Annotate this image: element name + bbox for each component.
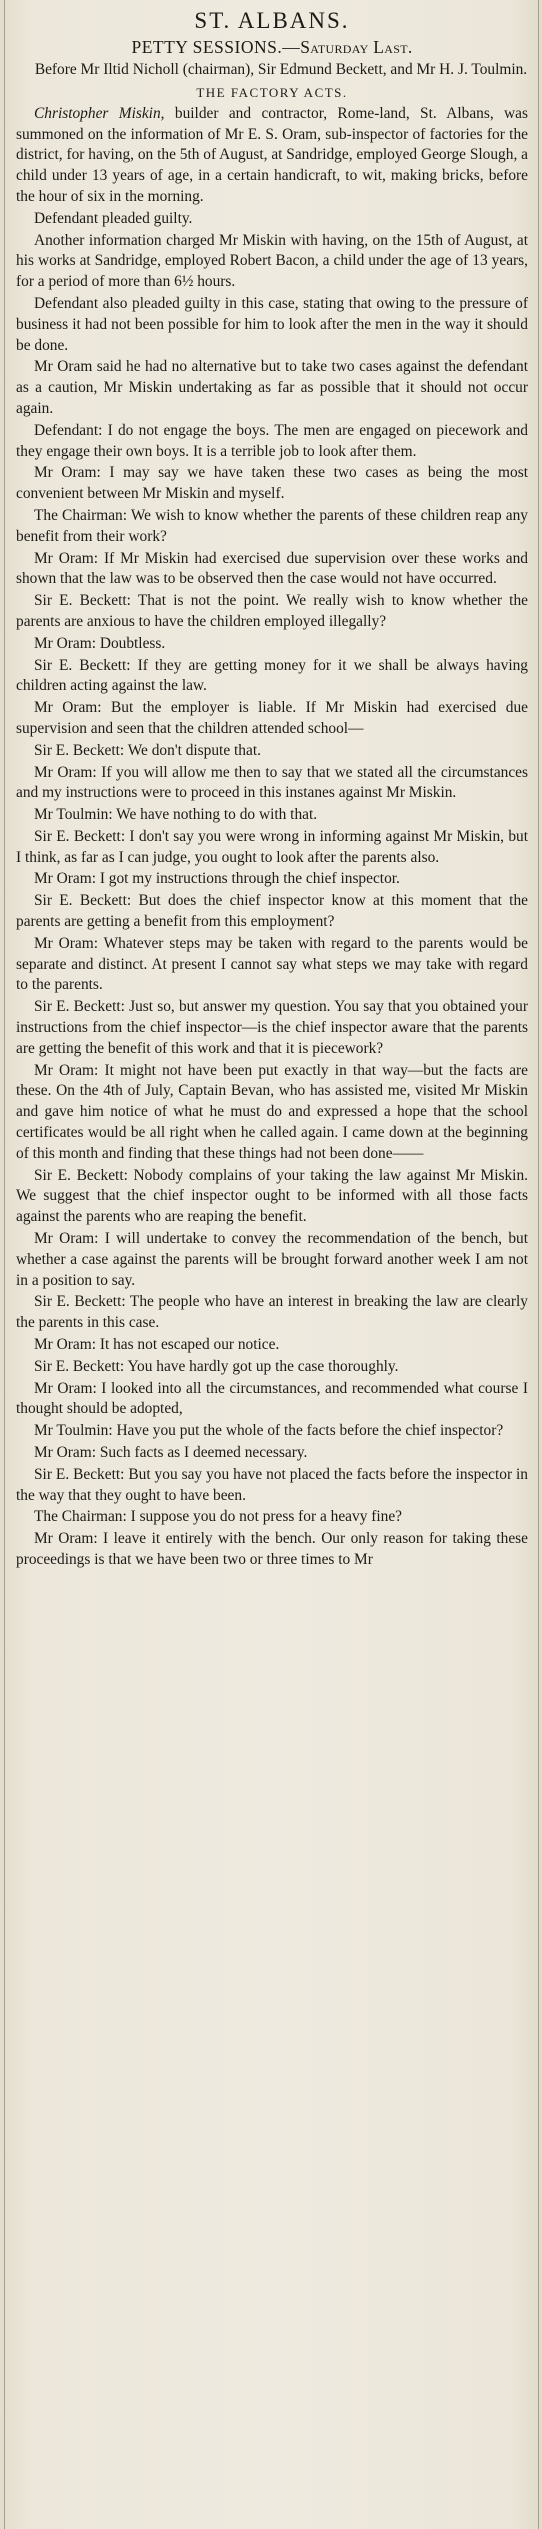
bench-byline: Before Mr Iltid Nicholl (chairman), Sir Edmund Beckett, and Mr H. J. Toulmin. (34, 61, 528, 78)
article-subtitle (16, 37, 528, 58)
section-heading: THE FACTORY ACTS. (196, 84, 348, 100)
article-paragraph (16, 463, 528, 505)
paragraph-text: Mr Oram: I got my instructions through the chief inspector. (34, 870, 400, 888)
article-title: ST. ALBANS. (194, 8, 350, 33)
defendant-name: Christopher Miskin, (34, 104, 165, 122)
paragraph-text: Another information charged Mr Miskin with having, on the 15th of August, at his works at Sandridge, employed Robert Bacon, a child under the age of 13 years, for a period of more than 6½ hours. (16, 231, 528, 291)
paragraph-text: Mr Oram: Doubtless. (34, 634, 166, 652)
article-paragraph (16, 934, 528, 996)
article-paragraph (16, 1335, 528, 1356)
article-paragraph (16, 104, 528, 208)
article-paragraph (16, 421, 528, 463)
article-paragraph (16, 209, 528, 230)
paragraph-text: Mr Oram: Whatever steps may be taken with regard to the parents would be separate and distinct. At present I cannot say what steps we may take with regard to the parents. (16, 934, 528, 994)
article-paragraph (16, 1443, 528, 1464)
article-paragraph (16, 891, 528, 933)
paragraph-text: Mr Toulmin: We have nothing to do with that. (34, 806, 318, 824)
article-paragraph (16, 869, 528, 890)
paragraph-text: Mr Oram: It might not have been put exactly in that way—but the facts are these. On the 4th of July, Captain Bevan, who has assisted me, visited Mr Miskin and gave him notice of what he must do and expressed a hope that the school certificates would be all right when he called again. I came down at the beginning of this month and finding that these things had not been done—— (16, 1061, 528, 1162)
paragraph-text: Defendant pleaded guilty. (34, 209, 193, 227)
paragraph-text: Mr Oram: It has not escaped our notice. (34, 1336, 280, 1354)
paragraph-text: Mr Oram said he had no alternative but to take two cases against the defendant as a caution, Mr Miskin undertaking as far as possible that it should not occur again. (16, 358, 528, 417)
article-paragraph (16, 1465, 528, 1507)
paragraph-text: Sir E. Beckett: But does the chief inspector know at this moment that the parents are getting a benefit from this employment? (16, 892, 528, 931)
article-paragraph (16, 827, 528, 869)
article-paragraph (16, 656, 528, 698)
paragraph-text: Mr Oram: If Mr Miskin had exercised due supervision over these works and shown that the law was to be observed then the case would not have occurred. (16, 549, 528, 588)
subtitle-day: Saturday Last. (300, 37, 413, 57)
paragraph-text: Mr Oram: I leave it entirely with the bench. Our only reason for taking these proceedings is that we have been two or three times to Mr (16, 1530, 528, 1568)
article-paragraph (16, 506, 528, 548)
article-paragraph (16, 1507, 528, 1528)
article-paragraph (16, 1357, 528, 1378)
paragraph-text: Sir E. Beckett: You have hardly got up the case thoroughly. (34, 1357, 399, 1375)
paragraph-text: Sir E. Beckett: Nobody complains of your taking the law against Mr Miskin. We suggest that the chief inspector ought to be informed with all those facts against the parents who are reaping the benefit. (16, 1166, 528, 1226)
paragraph-text: Mr Oram: But the employer is liable. If Mr Miskin had exercised due supervision and seen that the children attended school— (16, 699, 528, 737)
paragraph-text: Mr Oram: I looked into all the circumstances, and recommended what course I thought should be adopted, (16, 1379, 528, 1418)
paragraph-text: Sir E. Beckett: We don't dispute that. (34, 741, 261, 759)
article-paragraph (16, 1229, 528, 1291)
paragraph-text: Mr Oram: I will undertake to convey the recommendation of the bench, but whether a case against the parents will be brought forward another week I am not in a position to say. (16, 1230, 528, 1289)
article-paragraph (16, 1166, 528, 1228)
article-paragraph (16, 698, 528, 740)
paragraph-text: Mr Oram: Such facts as I deemed necessary. (34, 1444, 308, 1461)
article-paragraph (16, 549, 528, 591)
article-paragraph (16, 1529, 528, 1571)
paragraph-text: Defendant also pleaded guilty in this case, stating that owing to the pressure of business it had not been possible for him to look after the men in the way it should be done. (16, 294, 528, 354)
paragraph-text: Sir E. Beckett: That is not the point. We really wish to know whether the parents are anxious to have the children employed illegally? (16, 592, 528, 630)
article-paragraph (16, 741, 528, 762)
article-paragraph (16, 1379, 528, 1421)
paragraph-text: builder and contractor, Rome-land, St. Albans, was summoned on the information of Mr E. S. Oram, sub-inspector of factories for the district, for having, on the 5th of August, at Sandridge, employed George Slough, a child under 13 years of age, in a certain handicraft, to wit, making bricks, before the hour of six in the morning. (16, 104, 528, 205)
article-paragraph (16, 634, 528, 655)
column-rule-left (4, 0, 5, 2529)
article-column (16, 8, 528, 1571)
article-paragraph (16, 1292, 528, 1334)
paragraph-text: Sir E. Beckett: If they are getting money for it we shall be always having children acting against the law. (16, 656, 528, 695)
article-paragraph (16, 997, 528, 1059)
article-paragraph (16, 763, 528, 805)
paragraph-text: Mr Toulmin: Have you put the whole of the facts before the chief inspector? (34, 1422, 504, 1440)
article-paragraph (16, 357, 528, 419)
paragraph-text: Sir E. Beckett: Just so, but answer my question. You say that you obtained your instructions from the chief inspector—is the chief inspector aware that the parents are getting the benefit of this work and that it is piecework? (16, 998, 528, 1057)
paragraph-text: The Chairman: We wish to know whether the parents of these children reap any benefit from their work? (16, 506, 528, 545)
subtitle-main: PETTY SESSIONS.— (131, 37, 301, 57)
paragraph-text: Sir E. Beckett: The people who have an interest in breaking the law are clearly the parents in this case. (16, 1293, 528, 1332)
paragraph-text: Sir E. Beckett: But you say you have not placed the facts before the inspector in the way that they ought to have been. (16, 1465, 528, 1504)
article-paragraph (16, 805, 528, 826)
column-rule-right (538, 0, 539, 2529)
paragraph-text: Mr Oram: If you will allow me then to say that we stated all the circumstances and my instructions were to proceed in this instanes against Mr Miskin. (16, 763, 528, 802)
paragraph-text: Defendant: I do not engage the boys. The men are engaged on piecework and they engage their own boys. It is a terrible job to look after them. (16, 421, 528, 460)
article-paragraph (16, 294, 528, 356)
article-paragraph (16, 591, 528, 633)
article-paragraph (16, 1061, 528, 1165)
paragraph-text: The Chairman: I suppose you do not press for a heavy fine? (34, 1508, 402, 1526)
paragraph-text: Sir E. Beckett: I don't say you were wrong in informing against Mr Miskin, but I think, as far as I can judge, you ought to look after the parents also. (16, 827, 528, 866)
article-body (16, 104, 528, 1571)
article-paragraph (16, 231, 528, 293)
article-paragraph (16, 1421, 528, 1442)
paragraph-text: Mr Oram: I may say we have taken these two cases as being the most convenient between Mr Miskin and myself. (16, 464, 528, 503)
